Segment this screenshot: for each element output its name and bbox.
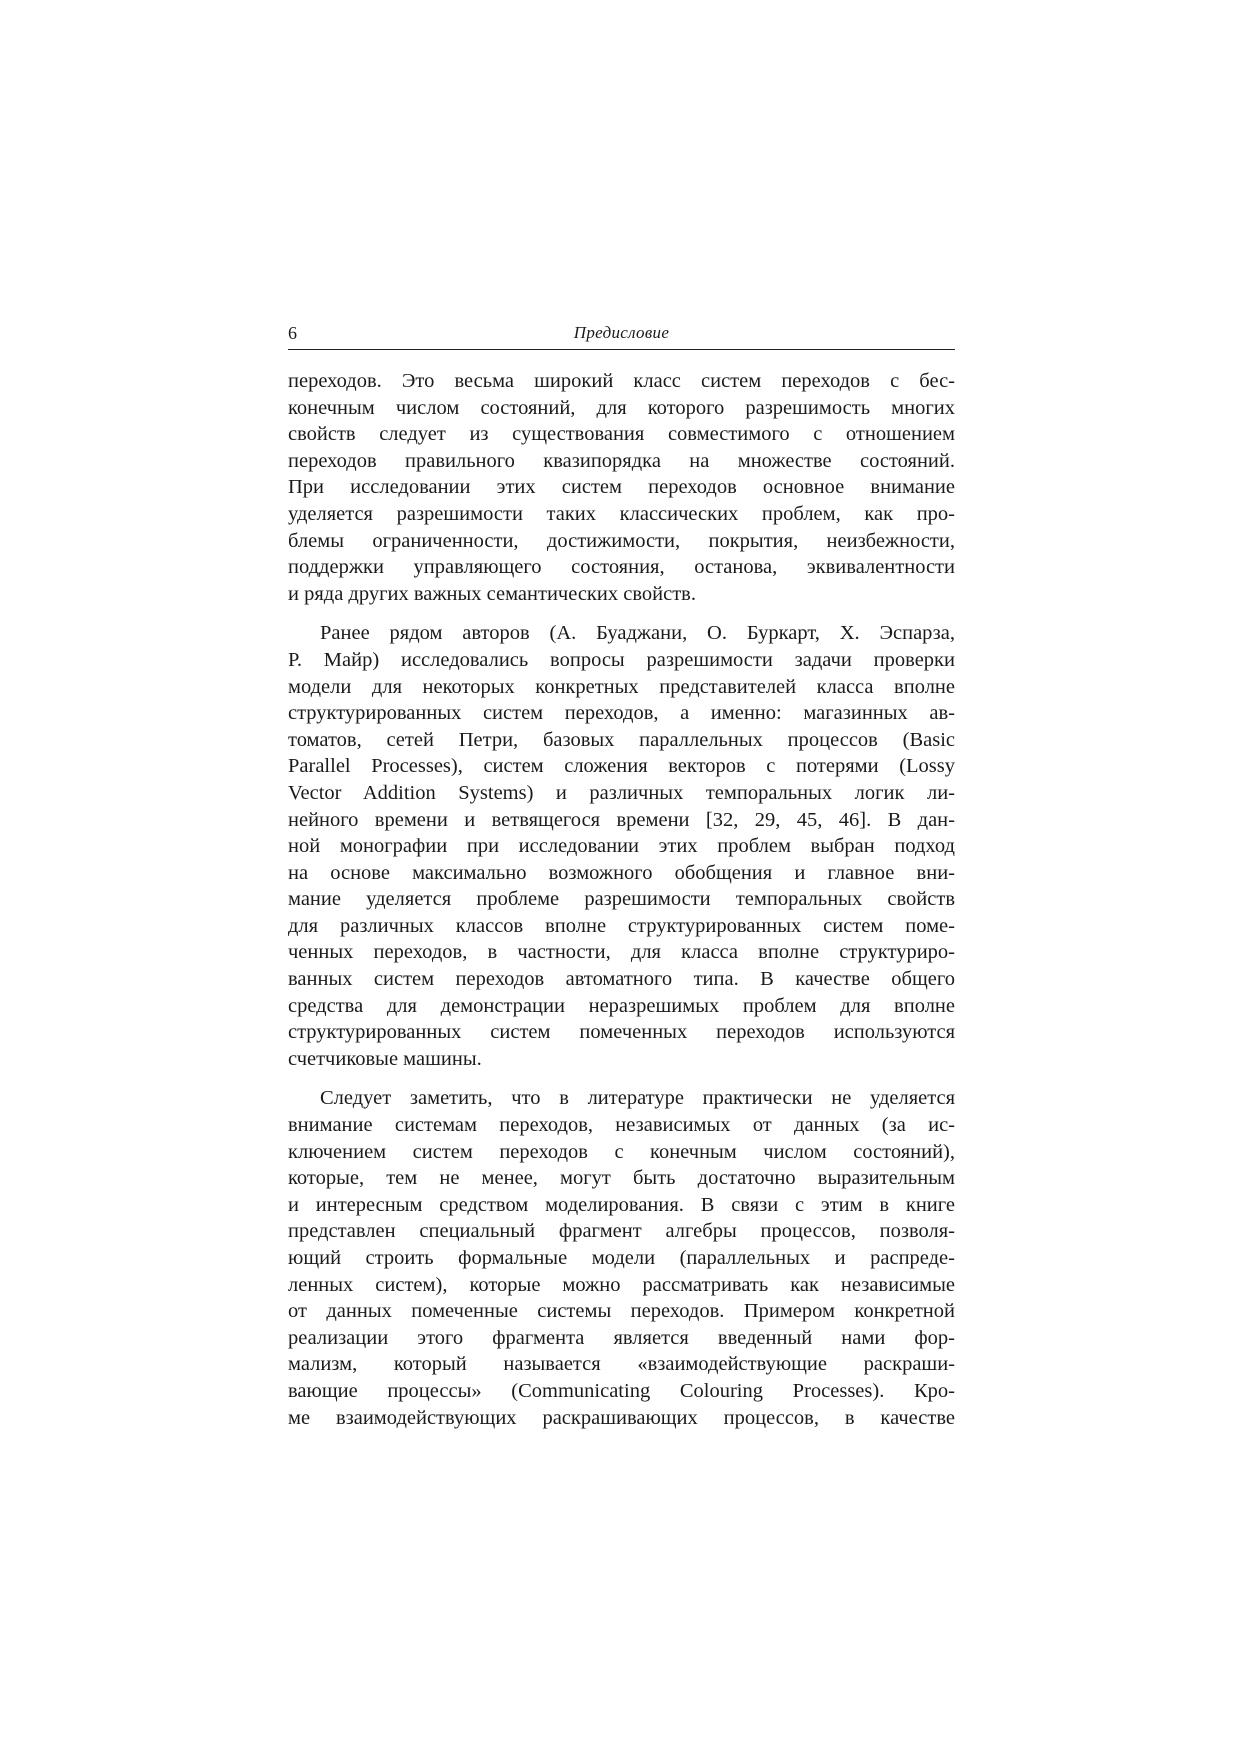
text-line: вающие процессы» (Communicating Colouring Processes). Кро- — [288, 1379, 955, 1402]
paragraph-3 — [288, 1085, 955, 1431]
text-line: и ряда других важных семантических свойств. — [288, 582, 696, 605]
text-line: ключением систем переходов с конечным числом состояний), — [288, 1140, 955, 1163]
text-line: ющий строить формальные модели (параллельных и распреде- — [288, 1247, 955, 1269]
text-line: переходов. Это весьма широкий класс систем переходов с бес- — [288, 370, 955, 392]
text-line: счетчиковые машины. — [288, 1047, 482, 1070]
text-line: конечным числом состояний, для которого разрешимость многих — [288, 396, 955, 419]
text-line: нейного времени и ветвящегося времени [32, 29, 45, 46]. В дан- — [288, 808, 955, 831]
running-head: Предисловие — [573, 323, 670, 342]
text-line: ленных систем), которые можно рассматривать как независимые — [288, 1273, 955, 1296]
text-line: и интересным средством моделирования. В связи с этим в книге — [288, 1193, 955, 1216]
text-line: ме взаимодействующих раскрашивающих процессов, в качестве — [288, 1406, 955, 1429]
text-line: мализм, который называется «взаимодействующие раскраши- — [288, 1353, 955, 1376]
text-line: Следует заметить, что в литературе практически не уделяется — [320, 1087, 955, 1110]
text-line: поддержки управляющего состояния, останова, эквивалентности — [288, 556, 955, 579]
text-line: на основе максимально возможного обобщения и главное вни- — [288, 861, 955, 884]
text-line: ванных систем переходов автоматного типа. В качестве общего — [288, 968, 955, 991]
text-line: Parallel Processes), систем сложения векторов с потерями (Lossy — [288, 755, 955, 778]
text-line: от данных помеченные системы переходов. Примером конкретной — [288, 1300, 955, 1323]
page-number: 6 — [288, 323, 297, 343]
text-line: ной монографии при исследовании этих проблем выбран подход — [288, 835, 955, 858]
text-line: При исследовании этих систем переходов основное внимание — [288, 476, 955, 499]
text-line: томатов, сетей Петри, базовых параллельных процессов (Basic — [288, 728, 955, 751]
text-line: свойств следует из существования совместимого с отношением — [288, 423, 955, 446]
text-line: внимание системам переходов, независимых от данных (за ис- — [288, 1114, 955, 1137]
text-line: реализации этого фрагмента является введенный нами фор- — [288, 1326, 955, 1349]
text-line: структурированных систем переходов, а именно: магазинных ав- — [288, 702, 955, 725]
body-text — [288, 368, 955, 1431]
text-line: которые, тем не менее, могут быть достаточно выразительным — [288, 1167, 955, 1190]
text-line: Vector Addition Systems) и различных темпоральных логик ли- — [288, 781, 955, 804]
paragraph-2 — [288, 620, 955, 1072]
text-line: средства для демонстрации неразрешимых проблем для вполне — [288, 994, 955, 1017]
text-line: модели для некоторых конкретных представителей класса вполне — [288, 675, 955, 698]
text-line: блемы ограниченности, достижимости, покрытия, неизбежности, — [288, 529, 955, 552]
page-header — [288, 321, 955, 350]
text-line: представлен специальный фрагмент алгебры процессов, позволя- — [288, 1220, 955, 1243]
text-line: переходов правильного квазипорядка на множестве состояний. — [288, 449, 955, 472]
text-line: Ранее рядом авторов (А. Буаджани, О. Буркарт, Х. Эспарза, — [320, 622, 955, 645]
paragraph-1 — [288, 368, 955, 607]
text-line: структурированных систем помеченных переходов используются — [288, 1021, 955, 1044]
text-line: для различных классов вполне структурированных систем поме- — [288, 914, 955, 937]
text-line: уделяется разрешимости таких классических проблем, как про- — [288, 502, 955, 525]
text-line: мание уделяется проблеме разрешимости темпоральных свойств — [288, 888, 955, 911]
text-line: Р. Майр) исследовались вопросы разрешимости задачи проверки — [288, 648, 955, 671]
text-line: ченных переходов, в частности, для класса вполне структуриро- — [288, 941, 955, 964]
